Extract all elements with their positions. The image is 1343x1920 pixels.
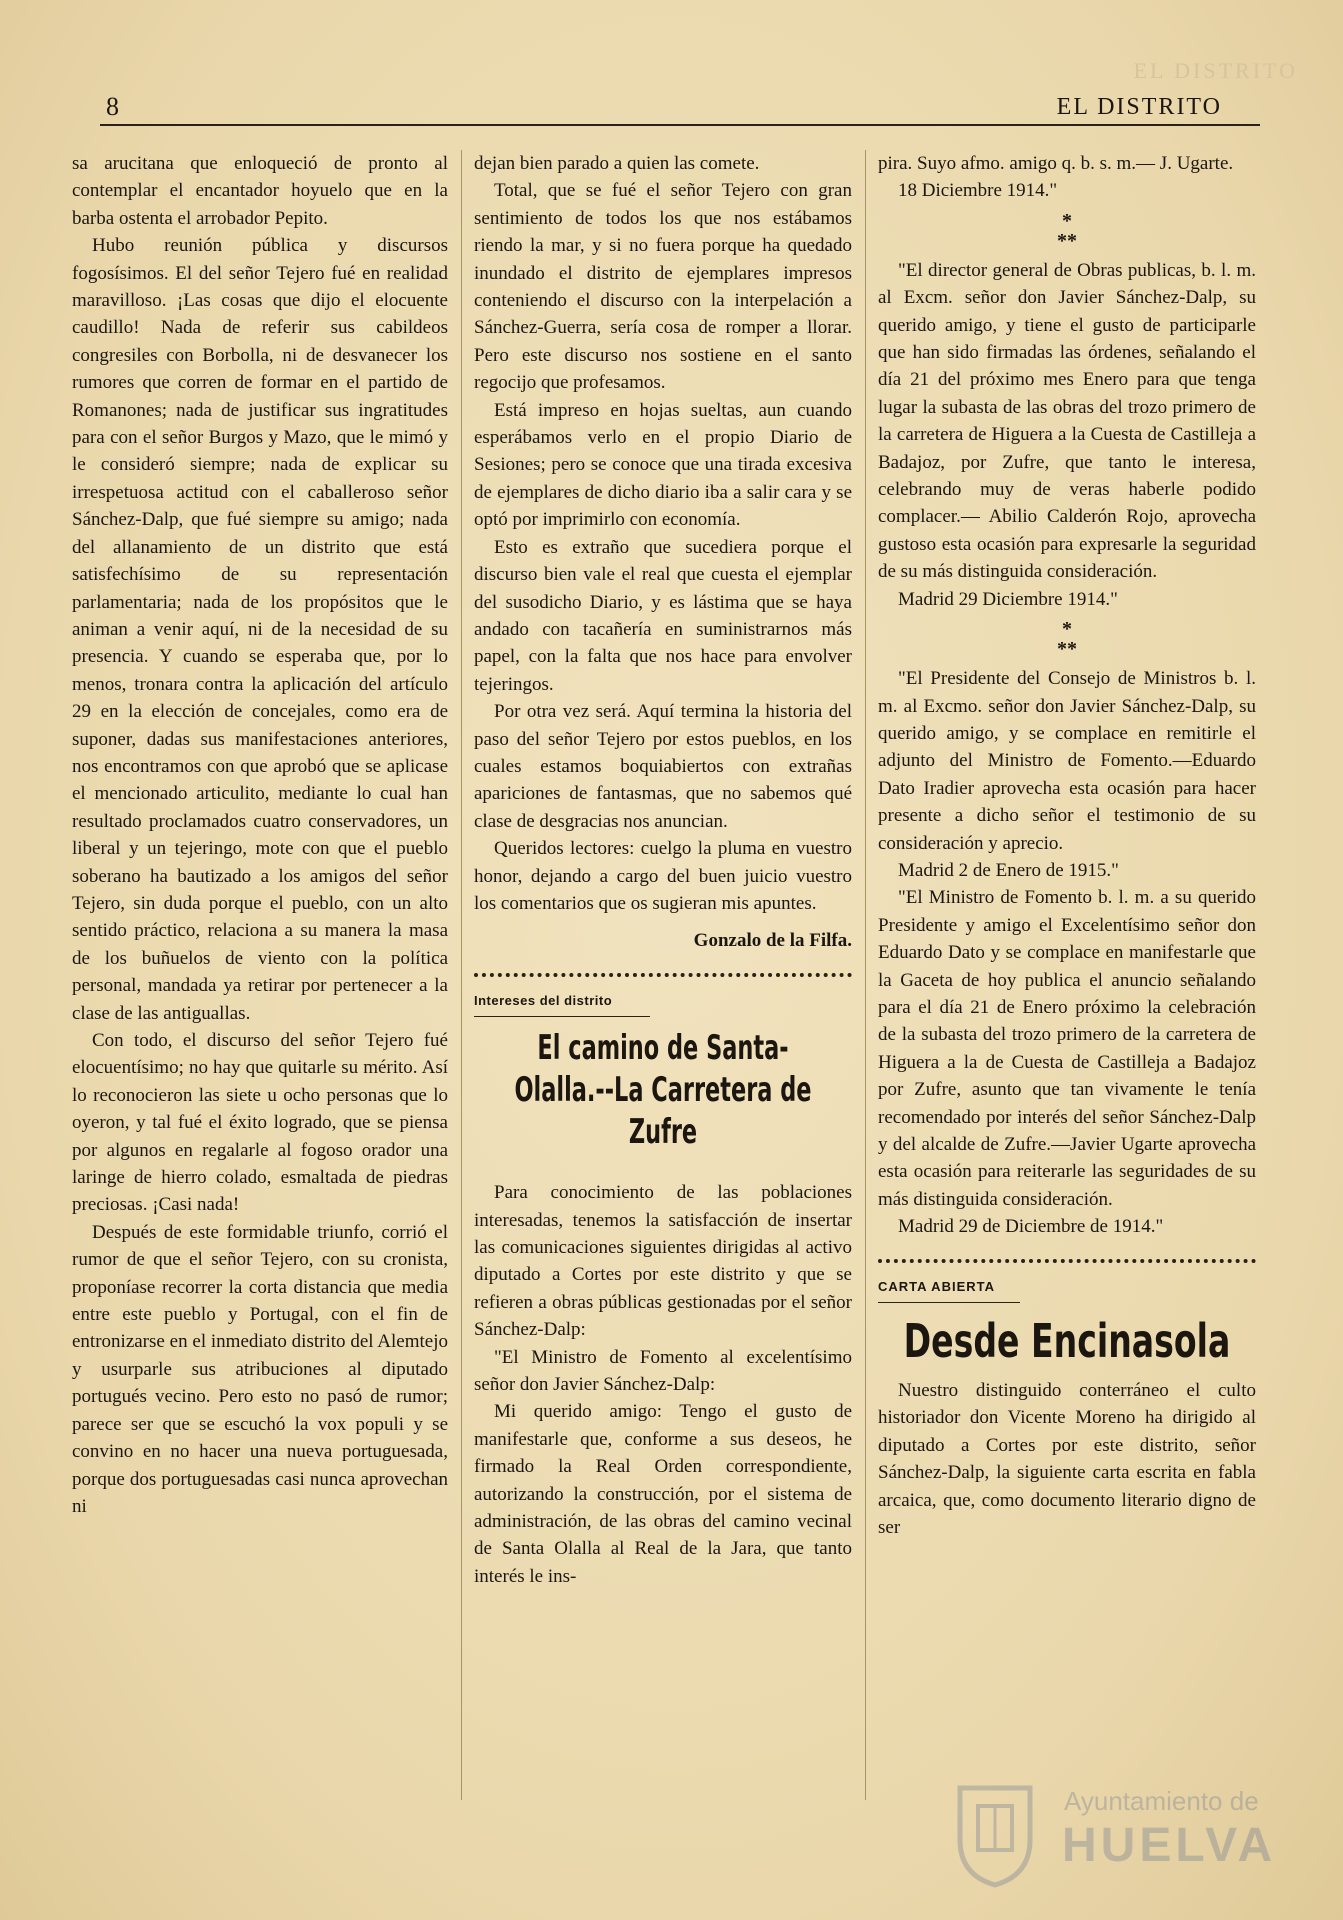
paragraph: dejan bien parado a quien las comete. [474, 153, 760, 174]
author-signature: Gonzalo de la Filfa. [693, 930, 852, 952]
section-tag: CARTA ABIERTA [878, 1278, 995, 1294]
paragraph: Total, que se fué el señor Tejero con gran sentimiento de todos los que nos estábamos riendo la mar, y si no fuera porque ha quedado inundado el distrito de ejemplares impresos conteniendo el discurso con la interpelación a Sánchez-Guerra, sería cosa de romper a llorar. Pero este discurso nos sostiene en el santo regocijo que profesamos. [474, 180, 852, 394]
paragraph: "El Presidente del Consejo de Ministros b. l. m. al Excmo. señor don Javier Sánchez-Dalp, su querido amigo, y se complace en remitirle el adjunto del Ministro de Fomento.—Eduardo Dato Iradier aprovecha esta ocasión para hacer presente a dicho señor el testimonio de su consideración y aprecio. [878, 668, 1256, 854]
paragraph: Para conocimiento de las poblaciones interesadas, tenemos la satisfacción de insertar las comunicaciones siguientes dirigidas al activo diputado a Cortes por este distrito y que se refieren a obras públicas gestionadas por el señor Sánchez-Dalp: [474, 1182, 852, 1341]
paragraph: Por otra vez será. Aquí termina la historia del paso del señor Tejero por estos pueblos, en los cuales estamos boquiabiertos con extrañas apariciones de fantasmas, que no sabemos qué clase de desgracias nos anuncian. [474, 701, 852, 832]
paragraph: Esto es extraño que sucediera porque el discurso bien vale el real que cuesta el ejemplar del susodicho Diario, y es lástima que se haya andado con tacañería en suministrarnos más papel, con la falta que nos hace para envolver tejeringos. [474, 536, 852, 695]
paragraph: Está impreso en hojas sueltas, aun cuando esperábamos verlo en el propio Diario de Sesiones; pero se conoce que una tirada excesiva de ejemplares de dicho diario iba a salir cara y se optó por imprimirlo con economía. [474, 399, 852, 531]
column-separator [461, 150, 462, 1800]
letter-date: Madrid 29 de Diciembre de 1914." [898, 1216, 1164, 1238]
bleedthrough-header: EL DISTRITO [1133, 58, 1298, 83]
huelva-watermark [950, 1780, 1280, 1890]
section-tag-underline [878, 1302, 1020, 1303]
letter-date: Madrid 29 Diciembre 1914." [898, 588, 1118, 610]
paragraph: "El Ministro de Fomento al excelentísimo señor don Javier Sánchez-Dalp: [474, 1346, 852, 1396]
publication-title: EL DISTRITO [1056, 94, 1222, 120]
column-3 [878, 150, 1256, 1541]
section-divider [878, 1259, 1256, 1263]
column-1 [72, 150, 448, 1520]
paragraph: pira. Suyo afmo. amigo q. b. s. m.— J. Ugarte. [878, 153, 1234, 174]
watermark-name: HUELVA [1062, 1819, 1277, 1872]
asterism-glyph: ** [1057, 229, 1077, 252]
paragraph: Mi querido amigo: Tengo el gusto de manifestarle que, conforme a sus deseos, he firmado la Real Orden correspondiente, autorizando la construcción, por el sistema de administración, de las obras del camino vecinal de Santa Olalla al Real de la Jara, que tanto interés le ins- [474, 1401, 852, 1587]
column-separator [865, 150, 866, 1800]
paragraph: Hubo reunión pública y discursos fogosísimos. El del señor Tejero fué en realidad maravilloso. ¡Las cosas que dijo el elocuente caudillo! Nada de referir sus cabildeos congresiles con Borbolla, ni de desvanecer los rumores que corren de formar en el partido de Romanones; nada de justificar sus ingratitudes para con el señor Burgos y Mazo, que le mimó y le consideró siempre; nada de explicar su irrespetuosa actitud con el caballeroso señor Sánchez-Dalp, que fué siempre su amigo; nada del allanamiento de un distrito que está satisfechísimo de su representación parlamentaria; nada de los propósitos que le animan a venir aquí, ni de la necesidad de su presencia. Y cuando se esperaba que, por lo menos, tronara contra la aplicación del artículo 29 en la elección de concejales, como era de suponer, dadas sus manifestaciones anteriores, nos encontramos con que aprobó que se aplicase el mencionado articulito, mediante lo cual han resultado proclamados cuatro conservadores, un liberal y un tejeringo, mote con que el pueblo soberano ha bautizado a los amigos del señor Tejero, sin duda porque el pueblo, con un alto sentido práctico, relaciona a su manera la masa de los buñuelos de viento con la política personal, mandada ya retirar por pertenecer a la clase de las antiguallas. [72, 235, 448, 1024]
asterism [878, 619, 1256, 659]
column-2 [474, 150, 852, 1590]
page-header [70, 92, 1260, 126]
paragraph: "El director general de Obras publicas, b. l. m. al Excm. señor don Javier Sánchez-Dalp, su querido amigo, y tiene el gusto de participarle que han sido firmadas las órdenes, señalando el día 21 del próximo mes Enero para que tenga lugar la subasta de las obras del trozo primero de la carretera de Higuera a la Cuesta de Castilleja a Badajoz, por Zufre, que tanto le interesa, celebrando muy de veras haberle podido complacer.— Abilio Calderón Rojo, aprovecha gustoso esta ocasión para expresarle la seguridad de su más distinguida consideración. [878, 259, 1256, 583]
section-divider [474, 973, 852, 977]
watermark-top-text: Ayuntamiento de [1064, 1786, 1259, 1816]
paragraph: Después de este formidable triunfo, corrió el rumor de que el señor Tejero, con su cronista, proponíase recorrer la corta distancia que media entre este pueblo y Portugal, con el fin de entronizarse en el inmediato distrito del Alemtejo y usurparle sus atribuciones al diputado portugués vecino. Pero esto no pasó de rumor; parece ser que se escuchó la vox populi y se convino en no hacer una nueva portuguesada, porque dos portuguesadas casi nunca aprovechan ni [72, 1221, 448, 1517]
paragraph: "El Ministro de Fomento b. l. m. a su querido Presidente y amigo el Excelentísimo señor don Eduardo Dato y se complace en manifestarle que la Gaceta de hoy publica el anuncio señalando para el día 21 de Enero próximo la celebración de la subasta del trozo primero de la carretera de Higuera a la de Cuesta de Castilleja a Badajoz por Zufre, asunto que tan vivamente le tenía recomendado por interés del señor Sánchez-Dalp y del alcalde de Zufre.—Javier Ugarte aprovecha esta ocasión para reiterarle las seguridades de su más distinguida consideración. [878, 887, 1256, 1210]
section-tag: Intereses del distrito [474, 992, 613, 1008]
asterism [878, 211, 1256, 251]
page-number: 8 [106, 92, 119, 121]
asterism-glyph: ** [1057, 638, 1077, 661]
article-headline: El camino de Santa-Olalla.--La Carretera de Zufre [514, 1028, 812, 1153]
asterism-glyph: * [1062, 618, 1072, 641]
paragraph: Queridos lectores: cuelgo la pluma en vuestro honor, dejando a cargo del buen juicio vuestro los comentarios que os sugieran mis apuntes. [474, 838, 852, 914]
header-rule [100, 124, 1260, 126]
letter-date: Madrid 2 de Enero de 1915." [898, 859, 1119, 881]
paragraph: Nuestro distinguido conterráneo el culto historiador don Vicente Moreno ha dirigido al diputado a Cortes por este distrito, señor Sánchez-Dalp, la siguiente carta escrita en fabla arcaica, que, como documento literario digno de ser [878, 1380, 1256, 1539]
paragraph: sa arucitana que enloqueció de pronto al contemplar el encantador hoyuelo que en la barba ostenta el arrobador Pepito. [72, 153, 448, 229]
article-headline: Desde Encinasola [903, 1314, 1231, 1369]
letter-date: 18 Diciembre 1914." [898, 180, 1058, 202]
coat-of-arms-icon [950, 1780, 1040, 1890]
asterism-glyph: * [1062, 209, 1072, 232]
section-tag-underline [474, 1016, 650, 1017]
paragraph: Con todo, el discurso del señor Tejero fué elocuentísimo; no hay que quitarle su mérito. Así lo reconocieron las siete u ocho personas que lo oyeron, y tal fué el éxito logrado, que se piensa por algunos en regalarle al fogoso orador una laringe de hierro colado, esmaltada de piedras preciosas. ¡Casi nada! [72, 1030, 448, 1216]
